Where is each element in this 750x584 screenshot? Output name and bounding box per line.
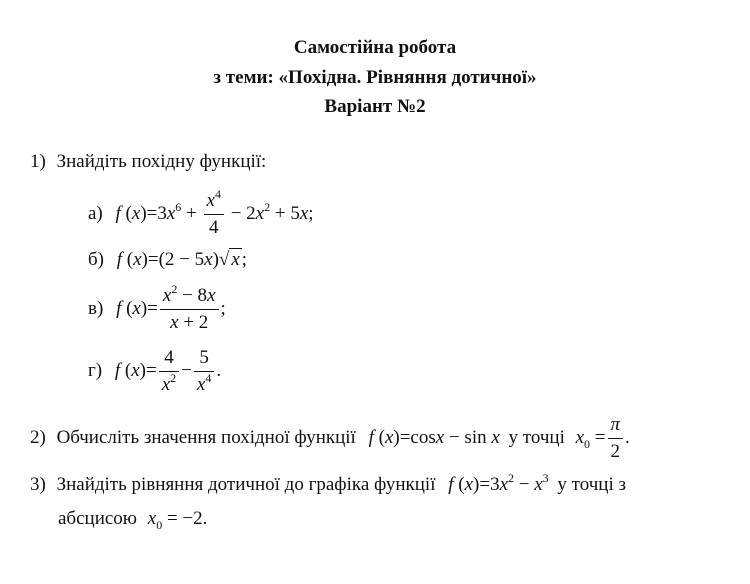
task-1g-formula: f (x)= $\frac{4}{x^2}$ − $\frac{5}{x^4}$ .: [114, 347, 222, 395]
task-3-point: $x_0 = -2$.: [147, 508, 208, 532]
task-1-number: 1): [30, 151, 46, 172]
task-3-number: 3): [30, 474, 46, 495]
task-1v-formula: f (x)= $\frac{x^2 - 8x}{x + 2}$ ;: [116, 282, 226, 333]
task-2-number: 2): [30, 426, 46, 448]
task-1v-label: в): [88, 297, 104, 319]
task-3: [30, 471, 626, 496]
task-1a-label: а): [88, 202, 103, 224]
task-2-function: f (x)=cosx − sin x: [368, 426, 500, 448]
task-1a: [88, 187, 314, 239]
worksheet-topic: з теми: «Похідна. Рівняння дотичної»: [213, 67, 537, 88]
task-3-text: Знайдіть рівняння дотичної до графіка функції: [56, 474, 436, 495]
task-3-continuation: [58, 508, 207, 530]
worksheet-variant: Варіант №2: [324, 96, 426, 117]
task-1a-formula: f $(x)=3x^6$ + $\frac{x^4}{4}$ − $2x^2 + 5x$;: [115, 187, 314, 238]
task-1g-label: г): [88, 359, 103, 381]
task-2: [30, 414, 630, 463]
task-2-at-point: у точці: [508, 426, 565, 448]
task-1b: [88, 248, 247, 271]
task-3-at-point: у точці з: [557, 474, 626, 495]
task-1g: [88, 347, 221, 396]
task-1-text: Знайдіть похідну функції:: [56, 151, 267, 172]
task-3-line2: абсцисою: [58, 508, 137, 529]
worksheet-title: Самостійна робота: [293, 37, 457, 58]
task-2-point: $x_0$ = $\frac{\pi}{2}$ .: [575, 414, 630, 462]
task-3-function: f $(x)=3x^2 - x^3$: [448, 471, 549, 495]
task-1-heading: [30, 151, 266, 173]
task-1b-label: б): [88, 249, 104, 270]
task-1v: [88, 282, 226, 334]
task-1b-formula: f (x)=(2 − 5x)√ x ;: [116, 249, 248, 270]
task-2-text: Обчисліть значення похідної функції: [56, 426, 356, 448]
